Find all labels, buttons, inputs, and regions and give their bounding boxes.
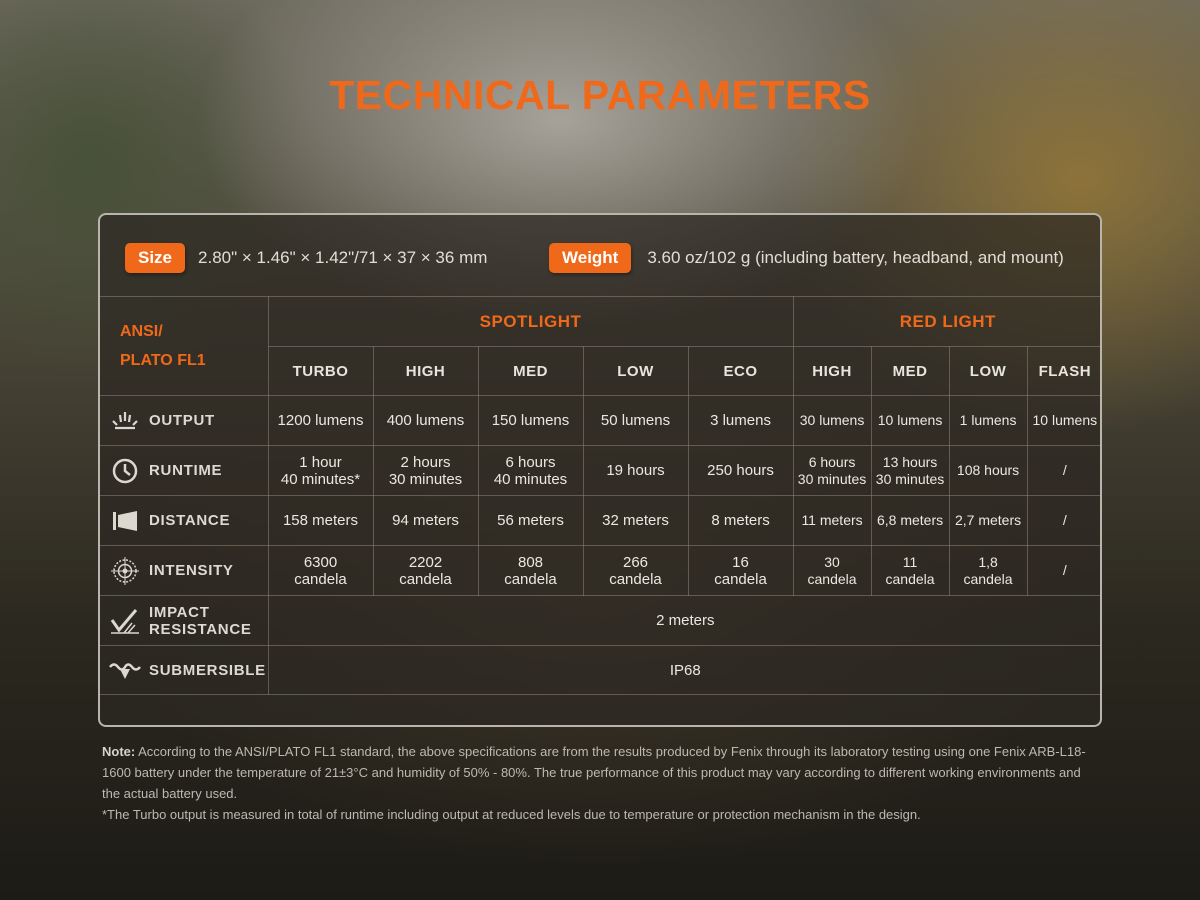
spec-panel: [98, 213, 1102, 727]
mode-header-high: HIGH: [793, 347, 871, 396]
intensity-cell: [793, 546, 871, 596]
cell-line: 808: [517, 553, 544, 571]
impact-label-line1: IMPACT: [149, 603, 210, 621]
impact-value: 2 meters: [268, 596, 1102, 646]
mode-header-low: LOW: [583, 347, 688, 396]
size-row: [125, 242, 487, 274]
weight-row: [549, 242, 1064, 274]
cell-line: 30 minutes: [388, 470, 463, 488]
intensity-cell: [949, 546, 1027, 596]
mode-header-eco: ECO: [688, 347, 793, 396]
runtime-label: [100, 446, 268, 496]
row-label-text: INTENSITY: [149, 562, 234, 579]
output-cell: 400 lumens: [373, 396, 478, 446]
cell-line: /: [1062, 562, 1067, 578]
intensity-cell: [478, 546, 583, 596]
impact-icon: [108, 606, 142, 636]
cell-line: 6 hours: [505, 453, 556, 471]
distance-cell: 94 meters: [373, 496, 478, 546]
mode-header-turbo: TURBO: [268, 347, 373, 396]
submersible-label: [100, 646, 268, 695]
cell-line: 1 hour: [299, 453, 342, 471]
cell-line: candela: [714, 570, 767, 588]
distance-row: [100, 496, 1102, 546]
submersible-value: IP68: [268, 646, 1102, 695]
distance-cell: 8 meters: [688, 496, 793, 546]
distance-cell: 2,7 meters: [949, 496, 1027, 546]
target-icon: [108, 556, 142, 586]
distance-label: [100, 496, 268, 546]
spec-table: [100, 296, 1102, 695]
size-badge: Size: [125, 243, 185, 273]
cell-line: 40 minutes: [493, 470, 568, 488]
cell-line: 250 hours: [707, 462, 774, 479]
note-text: According to the ANSI/PLATO FL1 standard, the above specifications are from the results produced by Fenix through its laboratory testing using one Fenix ARB-L18-1600 battery under the temperature of 21±3°C and humidity of 50% - 80%. The true performance of this product may vary according to different working environments and the actual battery used.: [102, 744, 1086, 801]
cell-line: candela: [885, 570, 935, 587]
cell-line: candela: [963, 570, 1013, 587]
size-value: 2.80" × 1.46" × 1.42"/71 × 37 × 36 mm: [198, 248, 488, 267]
weight-badge: Weight: [549, 243, 631, 273]
distance-cell: 56 meters: [478, 496, 583, 546]
runtime-cell: [268, 446, 373, 496]
cell-line: candela: [399, 570, 452, 588]
runtime-cell: [688, 446, 793, 496]
impact-label-line2: RESISTANCE: [149, 620, 252, 638]
row-label-text: RUNTIME: [149, 462, 223, 479]
runtime-cell: [583, 446, 688, 496]
intensity-cell: [688, 546, 793, 596]
distance-cell: 6,8 meters: [871, 496, 949, 546]
cell-line: 30 minutes: [797, 470, 867, 487]
output-cell: 10 lumens: [871, 396, 949, 446]
cell-line: 30 minutes: [875, 470, 945, 487]
distance-cell: /: [1027, 496, 1102, 546]
runtime-cell: [871, 446, 949, 496]
cell-line: 2 hours: [400, 453, 451, 471]
mode-header-med: MED: [871, 347, 949, 396]
standard-label-line1: ANSI/: [120, 323, 163, 340]
weight-value: 3.60 oz/102 g (including battery, headband, and mount): [647, 248, 1064, 267]
clock-icon: [108, 456, 142, 486]
output-cell: 1 lumens: [949, 396, 1027, 446]
cell-line: candela: [504, 570, 557, 588]
page-title: TECHNICAL PARAMETERS: [329, 72, 871, 118]
cell-line: candela: [294, 570, 347, 588]
red-light-header: RED LIGHT: [793, 297, 1102, 347]
runtime-cell: [793, 446, 871, 496]
output-cell: 3 lumens: [688, 396, 793, 446]
cell-line: 266: [622, 553, 649, 571]
footnote-block: [102, 741, 1102, 825]
intensity-row: [100, 546, 1102, 596]
spotlight-header: SPOTLIGHT: [268, 297, 793, 347]
runtime-cell: [373, 446, 478, 496]
impact-row: [100, 596, 1102, 646]
cell-line: 6300: [303, 553, 338, 571]
row-label-text: OUTPUT: [149, 412, 215, 429]
cell-line: 19 hours: [606, 462, 665, 479]
distance-cell: 158 meters: [268, 496, 373, 546]
mode-header-flash: FLASH: [1027, 347, 1102, 396]
impact-label: [100, 596, 268, 646]
distance-icon: [108, 506, 142, 536]
intensity-cell: [871, 546, 949, 596]
cell-line: 2202: [408, 553, 443, 571]
distance-cell: 32 meters: [583, 496, 688, 546]
cell-line: 6 hours: [808, 453, 856, 470]
mode-header-low: LOW: [949, 347, 1027, 396]
runtime-cell: [1027, 446, 1102, 496]
runtime-cell: [478, 446, 583, 496]
cell-line: 30: [824, 553, 840, 570]
mode-header-med: MED: [478, 347, 583, 396]
cell-line: 13 hours: [882, 453, 938, 470]
cell-line: candela: [609, 570, 662, 588]
intensity-label: [100, 546, 268, 596]
row-label-text: DISTANCE: [149, 512, 231, 529]
output-row: [100, 396, 1102, 446]
cell-line: 40 minutes*: [280, 470, 361, 488]
output-cell: 10 lumens: [1027, 396, 1102, 446]
intensity-cell: [1027, 546, 1102, 596]
cell-line: 108 hours: [956, 462, 1020, 478]
intensity-cell: [268, 546, 373, 596]
cell-line: candela: [807, 570, 857, 587]
standard-label: [100, 297, 268, 396]
output-label: [100, 396, 268, 446]
submersible-row: [100, 646, 1102, 695]
mode-header-high: HIGH: [373, 347, 478, 396]
output-cell: 150 lumens: [478, 396, 583, 446]
output-cell: 30 lumens: [793, 396, 871, 446]
cell-line: 11: [902, 553, 918, 570]
turbo-footnote: *The Turbo output is measured in total of runtime including output at reduced levels due to temperature or protection mechanism in the design.: [102, 807, 921, 822]
runtime-cell: [949, 446, 1027, 496]
intensity-cell: [373, 546, 478, 596]
cell-line: 1,8: [978, 553, 998, 570]
intensity-cell: [583, 546, 688, 596]
cell-line: 16: [732, 553, 749, 571]
output-icon: [108, 406, 142, 436]
submersible-icon: [108, 655, 142, 685]
note-label: Note:: [102, 744, 136, 759]
runtime-row: [100, 446, 1102, 496]
output-cell: 50 lumens: [583, 396, 688, 446]
output-cell: 1200 lumens: [268, 396, 373, 446]
distance-cell: 11 meters: [793, 496, 871, 546]
cell-line: /: [1062, 462, 1067, 478]
note-paragraph: [102, 741, 1102, 804]
submersible-label-text: SUBMERSIBLE: [149, 661, 266, 679]
standard-label-line2: PLATO FL1: [120, 352, 206, 369]
